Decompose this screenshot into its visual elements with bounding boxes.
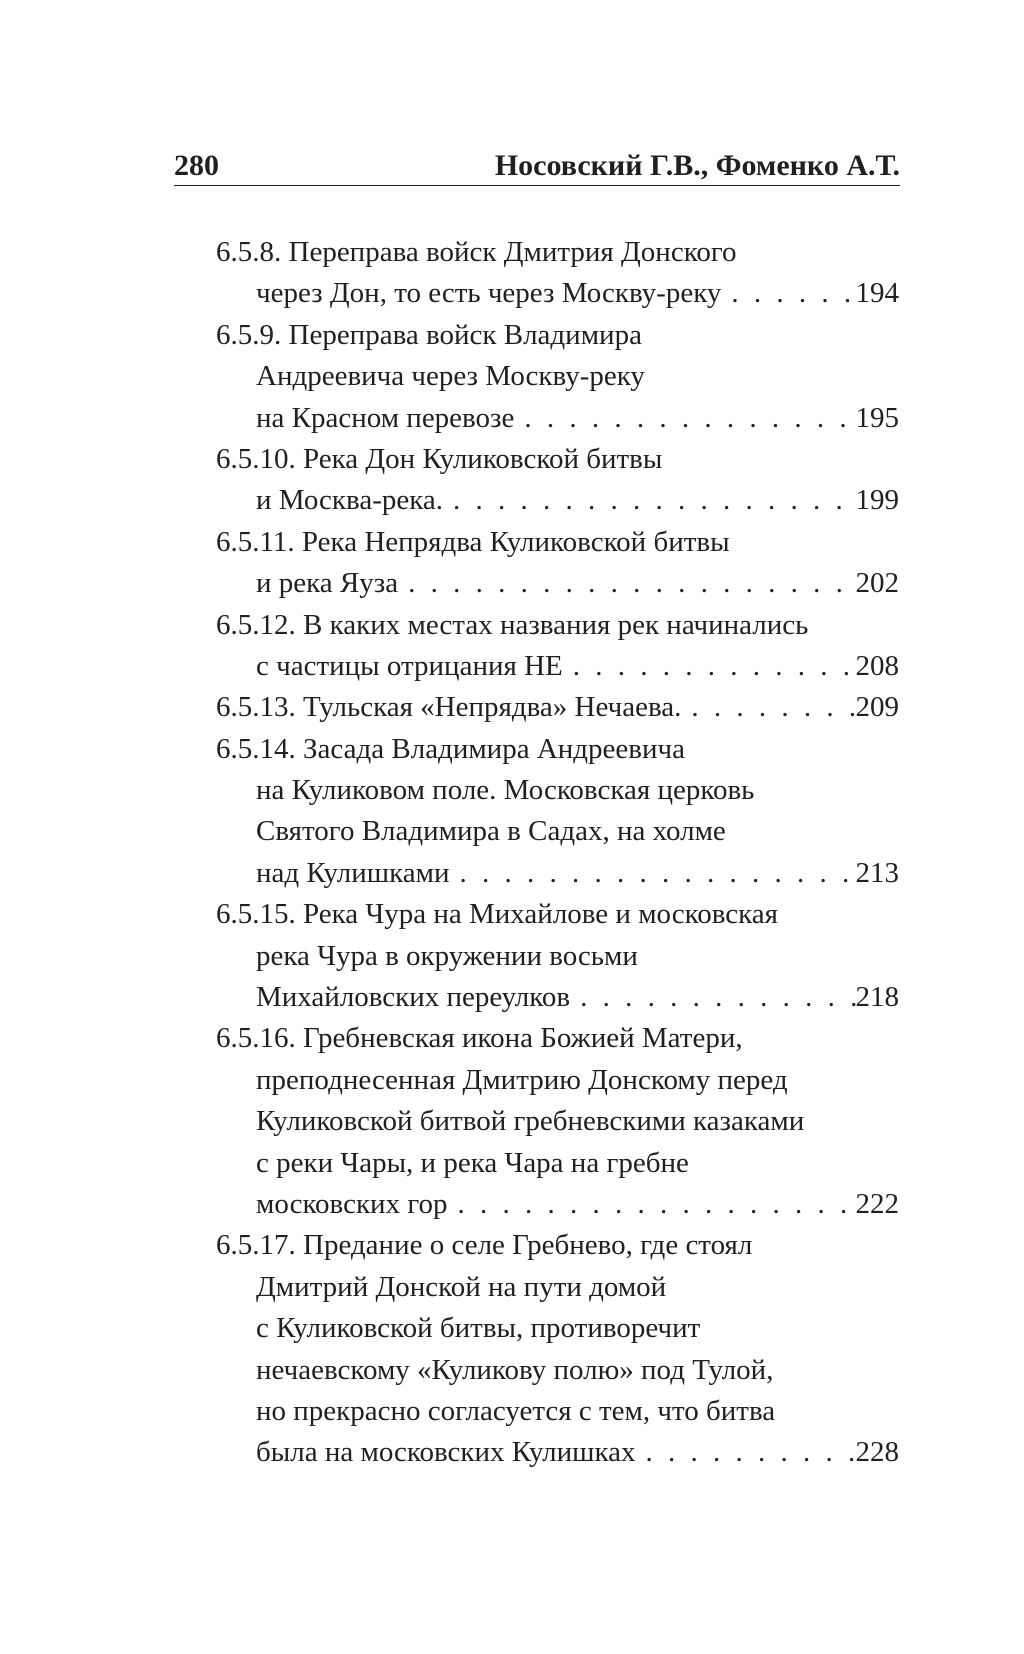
toc-entry-continuation-line [216, 853, 899, 894]
toc-entry-continuation-line [216, 646, 899, 687]
toc-entry-text: 6.5.17. Предание о селе Гребнево, где стоял [216, 1229, 753, 1262]
toc-entry-text: с реки Чары, и река Чара на гребне [256, 1146, 689, 1179]
toc-entry-text: с частицы отрицания НЕ [256, 649, 563, 682]
toc-entry-text: и река Яуза [256, 567, 399, 600]
toc-entry-text: но прекрасно согласуется с тем, что битва [256, 1394, 776, 1427]
toc-entry-title-line [216, 605, 899, 646]
toc-entry-text: на Куликовом поле. Московская церковь [256, 774, 755, 807]
toc-entry-continuation-line [216, 1432, 899, 1473]
toc-entry-text: была на московских Кулишках [256, 1436, 636, 1469]
toc-entry [216, 232, 899, 315]
toc-entry-title-line [216, 522, 899, 563]
toc-entry-continuation-line [216, 398, 899, 439]
toc-entry [216, 729, 899, 895]
page-number: 280 [174, 149, 219, 182]
toc-entry-continuation-line [216, 356, 899, 397]
toc-page-number: 213 [855, 856, 899, 889]
toc-entry-continuation-line [216, 977, 899, 1018]
dot-leader [563, 646, 856, 687]
toc-page-number: 218 [855, 981, 899, 1014]
header-rule [174, 185, 900, 186]
toc-entry [216, 439, 899, 522]
toc-entry-text: Андреевича через Москву-реку [256, 360, 645, 393]
toc-entry-continuation-line [216, 1267, 899, 1308]
toc-entry-text: нечаевскому «Куликову полю» под Тулой, [256, 1353, 774, 1386]
toc-entry-title-line [216, 315, 899, 356]
toc-entry-text: на Красном перевозе [256, 401, 515, 434]
toc-entry-continuation-line [216, 1101, 899, 1142]
toc-entry [216, 894, 899, 1018]
dot-leader [450, 853, 856, 894]
running-head-authors: Носовский Г.В., Фоменко А.Т. [494, 149, 900, 182]
toc-entry-text: Святого Владимира в Садах, на холме [256, 815, 726, 848]
toc-entry-continuation-line [216, 936, 899, 977]
dot-leader [636, 1432, 856, 1473]
toc-page-number: 208 [855, 649, 899, 682]
table-of-contents [216, 232, 899, 1474]
toc-entry-continuation-line [216, 770, 899, 811]
toc-entry-continuation-line [216, 1350, 899, 1391]
dot-leader [721, 273, 855, 314]
toc-page-number: 209 [855, 691, 899, 724]
toc-entry-continuation-line [216, 563, 899, 604]
toc-entry-continuation-line [216, 1391, 899, 1432]
toc-entry-text: 6.5.9. Переправа войск Владимира [216, 318, 642, 351]
toc-page-number: 202 [855, 567, 899, 600]
toc-entry-title-line [216, 439, 899, 480]
toc-entry-continuation-line [216, 1184, 899, 1225]
toc-entry [216, 1018, 899, 1225]
toc-entry-title-line [216, 1225, 899, 1266]
toc-page-number: 195 [855, 401, 899, 434]
dot-leader [570, 977, 855, 1018]
toc-entry-text: московских гор [256, 1187, 448, 1220]
toc-entry-text: 6.5.12. В каких местах названия рек начинались [216, 608, 809, 641]
dot-leader [443, 480, 856, 521]
toc-entry-continuation-line [216, 1308, 899, 1349]
dot-leader [398, 563, 855, 604]
toc-entry [216, 522, 899, 605]
toc-entry-text: река Чура в окружении восьми [256, 939, 638, 972]
toc-entry-continuation-line [216, 273, 899, 314]
dot-leader [448, 1184, 856, 1225]
toc-page-number: 228 [855, 1436, 899, 1469]
toc-entry-text: 6.5.13. Тульская «Непрядва» Нечаева. [216, 691, 682, 724]
toc-entry-text: над Кулишками [256, 856, 450, 889]
running-header [174, 136, 900, 184]
toc-entry-text: через Дон, то есть через Москву-реку [256, 277, 722, 310]
toc-entry-title-line [216, 729, 899, 770]
toc-page-number: 194 [855, 277, 899, 310]
toc-entry-text: с Куликовской битвы, противоречит [256, 1312, 701, 1345]
toc-entry-text: 6.5.15. Река Чура на Михайлове и московская [216, 898, 779, 931]
toc-entry-text: 6.5.8. Переправа войск Дмитрия Донского [216, 236, 737, 268]
toc-entry [216, 687, 899, 728]
dot-leader [514, 398, 855, 439]
toc-entry-text: 6.5.16. Гребневская икона Божией Матери, [216, 1022, 743, 1055]
toc-entry [216, 315, 899, 439]
toc-entry-continuation-line [216, 811, 899, 852]
toc-entry-title-line [216, 1018, 899, 1059]
toc-page-number: 199 [855, 484, 899, 517]
toc-entry-text: 6.5.11. Река Непрядва Куликовской битвы [216, 525, 730, 558]
toc-entry-text: 6.5.14. Засада Владимира Андреевича [216, 732, 685, 765]
toc-entry-continuation-line [216, 1060, 899, 1101]
toc-entry [216, 605, 899, 688]
toc-entry-title-line [216, 894, 899, 935]
toc-entry-title-line [216, 687, 899, 728]
toc-entry-text: Михайловских переулков [256, 981, 571, 1014]
toc-entry [216, 1225, 899, 1473]
toc-entry-text: и Москва-река. [256, 484, 443, 517]
toc-page-number: 222 [855, 1187, 899, 1220]
toc-entry-title-line [216, 232, 899, 273]
toc-entry-text: Дмитрий Донской на пути домой [256, 1270, 667, 1303]
toc-entry-text: преподнесенная Дмитрию Донскому перед [256, 1063, 788, 1096]
dot-leader [681, 687, 855, 728]
toc-entry-text: Куликовской битвой гребневскими казаками [256, 1105, 805, 1138]
toc-entry-text: 6.5.10. Река Дон Куликовской битвы [216, 442, 663, 475]
toc-entry-continuation-line [216, 1143, 899, 1184]
toc-entry-continuation-line [216, 480, 899, 521]
